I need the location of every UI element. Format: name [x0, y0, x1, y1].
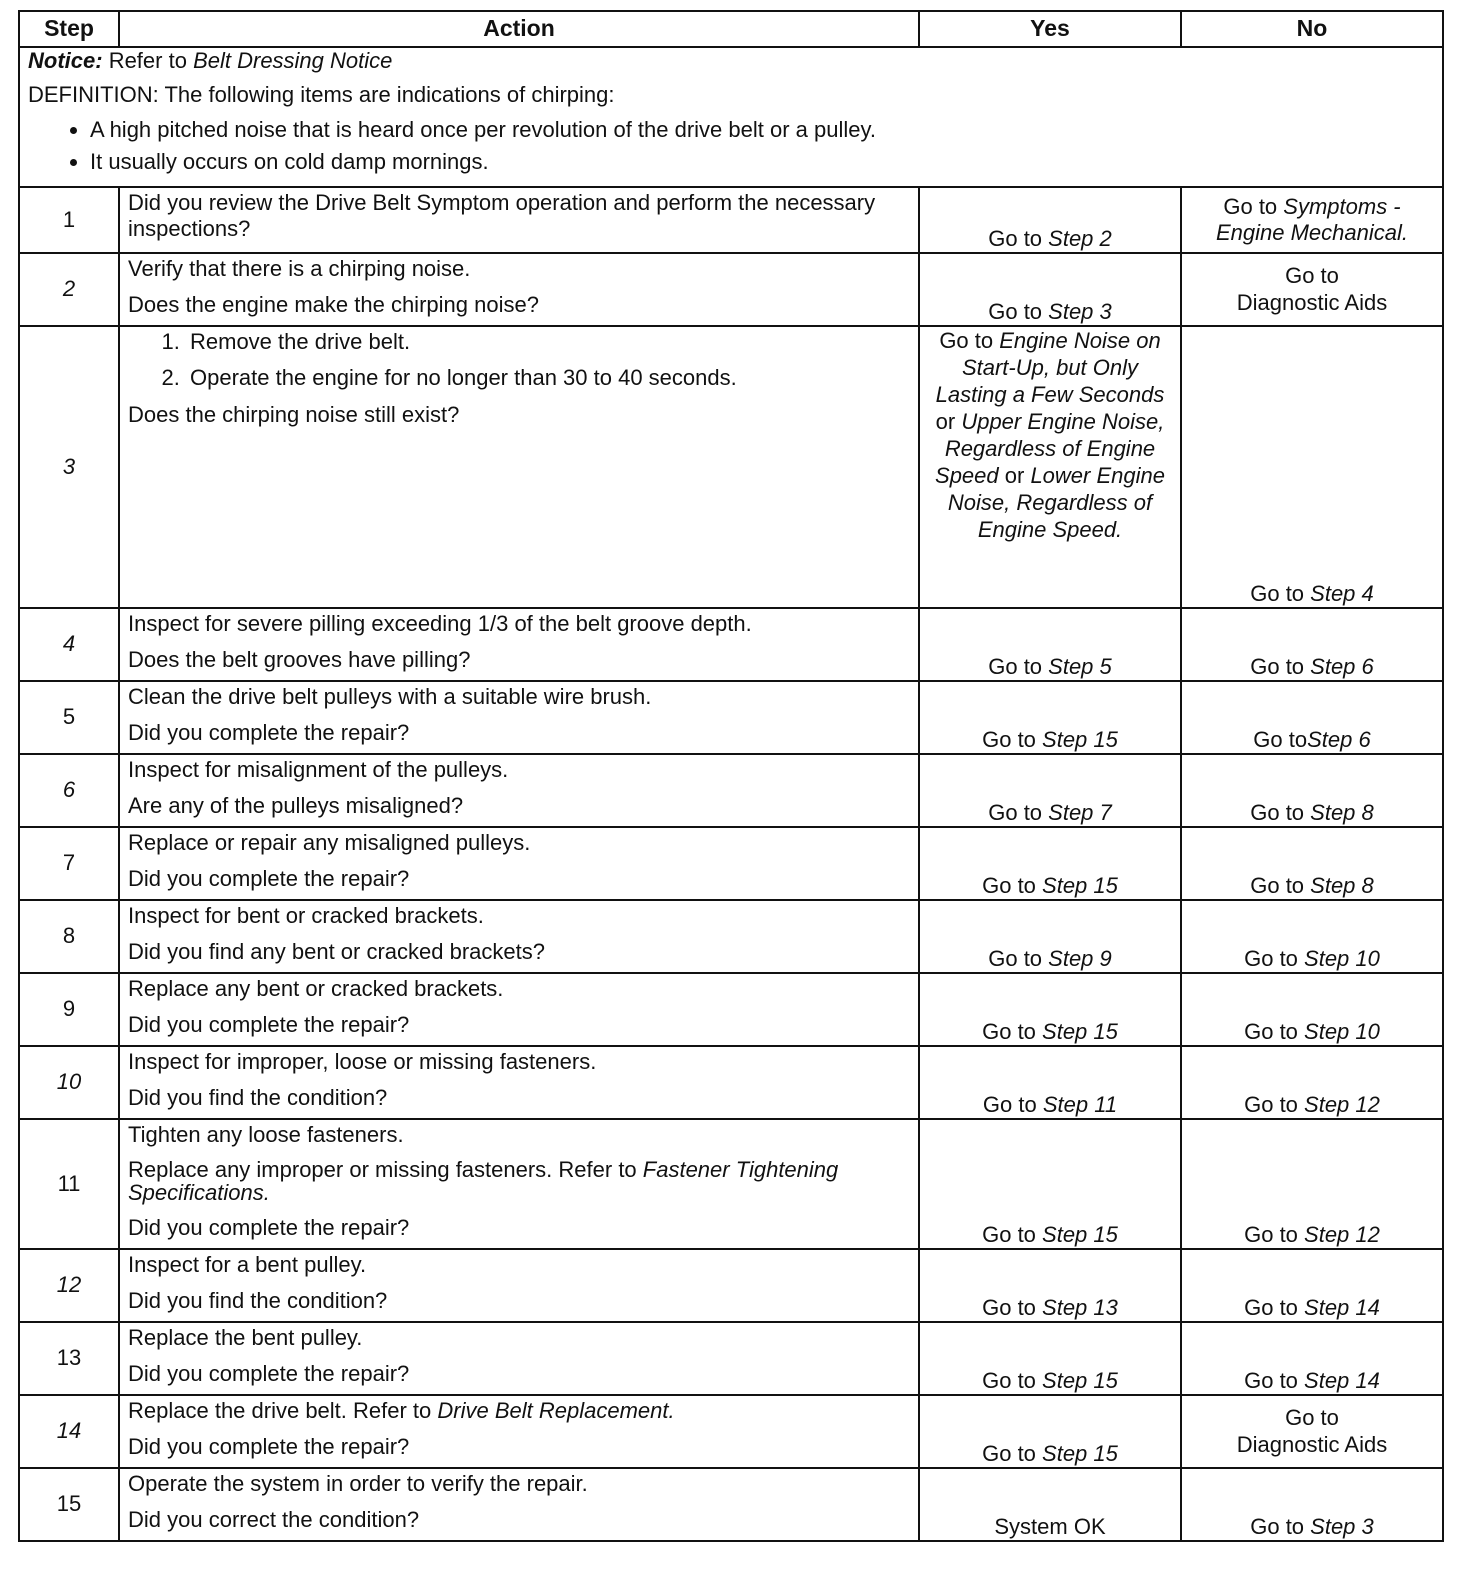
yes-step-link[interactable]: Step 15: [1042, 726, 1118, 752]
notice-text: Refer to: [108, 48, 187, 73]
no-cell: [1181, 1395, 1443, 1468]
action-question: Does the engine make the chirping noise?: [128, 292, 539, 318]
no-cell: [1181, 608, 1443, 681]
table-row: [19, 1322, 1443, 1395]
action-text: [128, 1158, 910, 1204]
action-cell: [119, 973, 919, 1046]
yes-or: or: [998, 463, 1031, 489]
action-cell: [119, 827, 919, 900]
action-text: Replace the bent pulley.: [128, 1325, 363, 1350]
yes-prefix: Go to: [982, 872, 1043, 898]
action-question: Are any of the pulleys misaligned?: [128, 793, 464, 819]
action-list-item: 1. Remove the drive belt.: [186, 329, 910, 355]
no-prefix: Go to: [1244, 1091, 1305, 1117]
action-text: Inspect for bent or cracked brackets.: [128, 903, 484, 928]
no-prefix: Go to: [1223, 193, 1284, 219]
action-question: Did you find any bent or cracked brackets?: [128, 939, 546, 965]
action-question: Does the chirping noise still exist?: [128, 401, 460, 427]
no-cell: [1181, 1322, 1443, 1395]
no-cell: [1181, 827, 1443, 900]
definition-bullet: • A high pitched noise that is heard once per revolution of the drive belt or a pulley.: [90, 117, 1434, 143]
header-yes: Yes: [919, 11, 1181, 47]
no-step-link[interactable]: Step 12: [1304, 1091, 1380, 1117]
no-prefix: Go to: [1250, 1513, 1311, 1539]
definition-list: [28, 117, 1434, 176]
yes-step-link[interactable]: Step 7: [1048, 799, 1112, 825]
notice-line: [28, 48, 1434, 74]
yes-prefix: Go to: [982, 1440, 1043, 1466]
no-prefix: Go to: [1253, 726, 1308, 752]
header-step: Step: [19, 11, 119, 47]
action-cell: [119, 900, 919, 973]
step-number: 6: [19, 754, 119, 827]
action-text: Tighten any loose fasteners.: [128, 1122, 404, 1147]
yes-step-link[interactable]: Step 15: [1042, 1440, 1118, 1466]
table-row: [19, 681, 1443, 754]
no-step-link[interactable]: Step 6: [1307, 726, 1371, 752]
yes-step-link[interactable]: Step 5: [1048, 653, 1112, 679]
no-step-link[interactable]: Step 8: [1310, 799, 1374, 825]
yes-step-link[interactable]: Step 15: [1042, 1018, 1118, 1044]
table-row: [19, 900, 1443, 973]
no-step-link[interactable]: Symptoms - Engine Mechanical.: [1215, 193, 1408, 245]
action-question: Does the belt grooves have pilling?: [128, 647, 471, 673]
yes-cell: [919, 1249, 1181, 1322]
action-cell: [119, 1468, 919, 1541]
action-text: Inspect for severe pilling exceeding 1/3 of the belt groove depth.: [128, 611, 752, 636]
table-row: [19, 754, 1443, 827]
action-question: Did you complete the repair?: [128, 1361, 410, 1387]
yes-cell: [919, 1046, 1181, 1119]
no-prefix: Go to: [1244, 1367, 1305, 1393]
action-text-prefix: Replace any improper or missing fasteners. Refer to: [128, 1157, 643, 1183]
yes-cell: [919, 187, 1181, 253]
table-row: [19, 973, 1443, 1046]
notice-label: Notice:: [28, 48, 103, 73]
yes-step-link[interactable]: Step 2: [1048, 225, 1112, 251]
action-cell: [119, 253, 919, 326]
no-prefix: Go to: [1244, 1018, 1305, 1044]
step-number: 10: [19, 1046, 119, 1119]
no-prefix: Go to: [1244, 945, 1305, 971]
no-cell: [1181, 253, 1443, 326]
action-question: Did you complete the repair?: [128, 1012, 410, 1038]
no-diagnostic-aids-link[interactable]: Diagnostic Aids: [1236, 1431, 1388, 1457]
action-text: Operate the system in order to verify the repair.: [128, 1471, 588, 1496]
yes-step-link[interactable]: Step 15: [1042, 872, 1118, 898]
action-cell: [119, 1119, 919, 1249]
yes-or: or: [935, 409, 962, 435]
notice-cell: [19, 47, 1443, 187]
yes-step-link[interactable]: Step 13: [1042, 1294, 1118, 1320]
table-row: [19, 1395, 1443, 1468]
action-text: Replace any bent or cracked brackets.: [128, 976, 504, 1001]
yes-step-link[interactable]: Step 11: [1042, 1091, 1118, 1117]
no-cell: [1181, 973, 1443, 1046]
step-number: 9: [19, 973, 119, 1046]
action-text-prefix: Replace the drive belt. Refer to: [128, 1398, 438, 1423]
no-prefix: Go to: [1285, 1405, 1339, 1431]
no-step-link[interactable]: Step 3: [1310, 1513, 1374, 1539]
yes-prefix: Go to: [982, 1294, 1043, 1320]
table-row: [19, 827, 1443, 900]
yes-prefix: Go to: [988, 225, 1049, 251]
yes-cell: [919, 253, 1181, 326]
action-cell: [119, 608, 919, 681]
step-number: 15: [19, 1468, 119, 1541]
no-step-link[interactable]: Step 4: [1310, 580, 1374, 606]
table-row: [19, 1046, 1443, 1119]
no-prefix: Go to: [1250, 653, 1311, 679]
action-question: Did you correct the condition?: [128, 1507, 420, 1533]
header-row: [19, 11, 1443, 47]
table-row: [19, 187, 1443, 253]
no-step-link[interactable]: Step 14: [1304, 1294, 1380, 1320]
table-row: [19, 1119, 1443, 1249]
action-text: Verify that there is a chirping noise.: [128, 256, 471, 281]
no-step-link[interactable]: Step 14: [1304, 1367, 1380, 1393]
action-text: [128, 1398, 910, 1424]
table-row: [19, 253, 1443, 326]
yes-prefix: Go to: [982, 1221, 1043, 1247]
yes-cell: [919, 1119, 1181, 1249]
action-cell: [119, 754, 919, 827]
notice-row: [19, 47, 1443, 187]
action-text: Inspect for misalignment of the pulleys.: [128, 757, 509, 782]
header-no: No: [1181, 11, 1443, 47]
table-row: [19, 326, 1443, 608]
action-text: Replace or repair any misaligned pulleys.: [128, 830, 531, 855]
yes-prefix: Go to: [982, 1091, 1043, 1117]
no-cell: [1181, 1119, 1443, 1249]
step-number: 2: [19, 253, 119, 326]
action-question: Did you complete the repair?: [128, 866, 410, 892]
yes-cell: [919, 326, 1181, 608]
yes-cell: [919, 973, 1181, 1046]
yes-ref-link[interactable]: Upper Engine Noise, Regardless of Engine Speed: [935, 409, 1165, 489]
action-text: Inspect for a bent pulley.: [128, 1252, 367, 1277]
action-text: Did you review the Drive Belt Symptom operation and perform the necessary inspections?: [128, 190, 876, 242]
yes-step-link[interactable]: Step 15: [1042, 1221, 1118, 1247]
yes-prefix: Go to: [988, 799, 1049, 825]
no-prefix: Go to: [1250, 799, 1311, 825]
yes-prefix: Go to: [982, 1018, 1043, 1044]
no-cell: [1181, 1249, 1443, 1322]
action-cell: [119, 1395, 919, 1468]
no-step-link[interactable]: Step 8: [1310, 872, 1374, 898]
yes-step-link[interactable]: Step 9: [1048, 945, 1112, 971]
yes-ref-link[interactable]: Engine Noise on Start-Up, but Only Lasting a Few Seconds: [935, 328, 1165, 408]
no-cell: [1181, 187, 1443, 253]
no-step-link[interactable]: Step 6: [1310, 653, 1374, 679]
definition-bullet: • It usually occurs on cold damp mornings.: [90, 149, 1434, 175]
no-cell: [1181, 754, 1443, 827]
step-number: 1: [19, 187, 119, 253]
action-question: Did you find the condition?: [128, 1085, 388, 1111]
header-action: Action: [119, 11, 919, 47]
step-number: 5: [19, 681, 119, 754]
no-diagnostic-aids-link[interactable]: Diagnostic Aids: [1236, 289, 1388, 315]
yes-prefix: Go to: [988, 945, 1049, 971]
system-ok-text: System OK: [994, 1513, 1106, 1539]
action-text: Inspect for improper, loose or missing fasteners.: [128, 1049, 597, 1074]
no-step-link[interactable]: Step 12: [1304, 1221, 1380, 1247]
action-question: Did you find the condition?: [128, 1288, 388, 1314]
diagnostic-table: [18, 10, 1444, 1542]
no-prefix: Go to: [1250, 580, 1311, 606]
action-cell: [119, 326, 919, 608]
no-cell: [1181, 681, 1443, 754]
action-text: Clean the drive belt pulleys with a suitable wire brush.: [128, 684, 652, 709]
action-question: Did you complete the repair?: [128, 1214, 410, 1240]
yes-cell: [919, 1322, 1181, 1395]
yes-cell: [919, 900, 1181, 973]
drive-belt-replacement-link[interactable]: Drive Belt Replacement.: [437, 1398, 675, 1423]
yes-step-link[interactable]: Step 15: [1042, 1367, 1118, 1393]
no-cell: [1181, 1046, 1443, 1119]
yes-prefix: Go to: [982, 1367, 1043, 1393]
no-step-link[interactable]: Step 10: [1304, 945, 1380, 971]
action-cell: [119, 1046, 919, 1119]
no-prefix: Go to: [1285, 263, 1339, 289]
table-row: [19, 1249, 1443, 1322]
definition-text: DEFINITION: The following items are indications of chirping:: [28, 82, 615, 108]
action-list-item: 2. Operate the engine for no longer than 30 to 40 seconds.: [186, 365, 910, 391]
yes-cell: [919, 1395, 1181, 1468]
action-cell: [119, 1249, 919, 1322]
yes-ref-link[interactable]: Lower Engine Noise, Regardless of Engine Speed.: [947, 463, 1165, 543]
step-number: 13: [19, 1322, 119, 1395]
yes-prefix: Go to: [982, 726, 1043, 752]
yes-step-link[interactable]: Step 3: [1048, 298, 1112, 324]
yes-cell: [919, 608, 1181, 681]
step-number: 8: [19, 900, 119, 973]
no-prefix: Go to: [1244, 1294, 1305, 1320]
table-row: [19, 1468, 1443, 1541]
yes-prefix: Go to: [988, 298, 1049, 324]
action-question: Did you complete the repair?: [128, 1434, 410, 1460]
notice-ref: Belt Dressing Notice: [193, 48, 393, 73]
action-list: [128, 329, 910, 392]
step-number: 14: [19, 1395, 119, 1468]
no-prefix: Go to: [1244, 1221, 1305, 1247]
no-cell: [1181, 326, 1443, 608]
action-question: Did you complete the repair?: [128, 720, 410, 746]
no-prefix: Go to: [1250, 872, 1311, 898]
yes-prefix: Go to: [939, 328, 1000, 353]
step-number: 11: [19, 1119, 119, 1249]
no-step-link[interactable]: Step 10: [1304, 1018, 1380, 1044]
step-number: 12: [19, 1249, 119, 1322]
yes-cell: [919, 1468, 1181, 1541]
action-cell: [119, 187, 919, 253]
no-cell: [1181, 900, 1443, 973]
no-cell: [1181, 1468, 1443, 1541]
yes-prefix: Go to: [988, 653, 1049, 679]
yes-cell: [919, 681, 1181, 754]
step-number: 7: [19, 827, 119, 900]
fastener-spec-link[interactable]: Fastener Tightening Specifications.: [128, 1157, 839, 1206]
table-row: [19, 608, 1443, 681]
action-cell: [119, 681, 919, 754]
step-number: 4: [19, 608, 119, 681]
action-cell: [119, 1322, 919, 1395]
yes-cell: [919, 754, 1181, 827]
step-number: 3: [19, 326, 119, 608]
yes-cell: [919, 827, 1181, 900]
